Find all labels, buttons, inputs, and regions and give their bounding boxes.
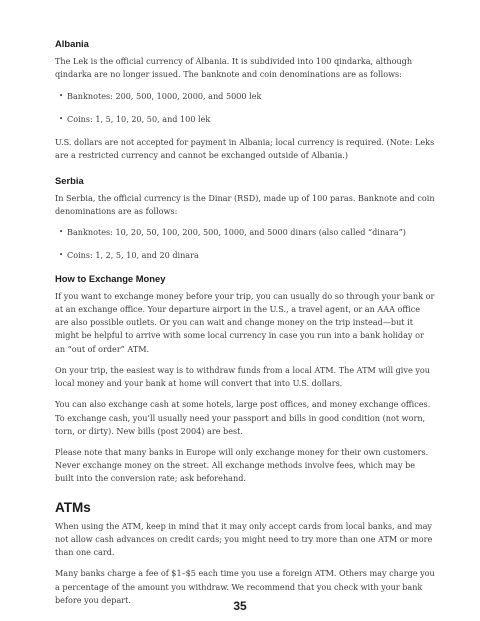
exchange-section: [55, 273, 435, 486]
albania-intro: The Lek is the official currency of Albania. It is subdivided into 100 qindarka, although qindarka are no longer issued. The banknote and coin denominations are as follows:: [55, 56, 413, 80]
list-item: • Banknotes: 200, 500, 1000, 2000, and 5000 lek: [55, 90, 435, 103]
atms-heading: ATMs: [55, 499, 91, 515]
serbia-section: [55, 175, 435, 263]
exchange-paragraph: On your trip, the easiest way is to withdraw funds from a local ATM. The ATM will give you local money and your bank at home will convert that into U.S. dollars.: [55, 364, 430, 389]
list-item: • Coins: 1, 5, 10, 20, 50, and 100 lek: [55, 113, 435, 126]
exchange-paragraph: If you want to exchange money before your trip, you can usually do so through your bank or at an exchange office. Your departure airport in the U.S., a travel agent, or an AAA office are also possible outlets. Or you can wait and change money on the trip instead—but it might be helpful to arrive with some local currency in case you run into a bank holiday or an “out of order” ATM.: [55, 290, 435, 354]
exchange-paragraph: Please note that many banks in Europe will only exchange money for their own customers. Never exchange money on the street. All exchange methods involve fees, which may be built into the conversion rate; ask beforehand.: [55, 446, 429, 484]
exchange-heading: How to Exchange Money: [55, 272, 166, 284]
serbia-heading: Serbia: [55, 174, 84, 186]
serbia-denominations-list: [55, 226, 435, 262]
albania-note: U.S. dollars are not accepted for payment in Albania; local currency is required. (Note: Leks are a restricted currency and cannot be exchanged outside of Albania.): [55, 137, 435, 161]
list-item: • Banknotes: 10, 20, 50, 100, 200, 500, 1000, and 5000 dinars (also called “dinara”): [55, 226, 435, 239]
serbia-intro: In Serbia, the official currency is the Dinar (RSD), made up of 100 paras. Banknote and coin denominations are as follows:: [55, 192, 435, 216]
albania-heading: Albania: [55, 38, 89, 49]
albania-denominations-list: [55, 90, 435, 126]
atms-section: [55, 500, 435, 607]
exchange-paragraph: You can also exchange cash at some hotels, large post offices, and money exchange offices. To exchange cash, you’ll usually need your passport and bills in good condition (not worn, torn, or dirty). New bills (post 2004) are best.: [55, 399, 431, 436]
atms-paragraph: When using the ATM, keep in mind that it may only accept cards from local banks, and may not allow cash advances on credit cards; you might need to try more than one ATM or more than one card.: [55, 520, 433, 558]
albania-section: [55, 38, 435, 163]
list-item: • Coins: 1, 2, 5, 10, and 20 dinara: [55, 249, 435, 262]
page-content: [55, 38, 435, 615]
atms-paragraph: Many banks charge a fee of $1–$5 each time you use a foreign ATM. Others may charge you a percentage of the amount you withdraw. We recommend that you check with your bank before you depart.: [55, 568, 435, 605]
page-number: 35: [233, 599, 247, 613]
